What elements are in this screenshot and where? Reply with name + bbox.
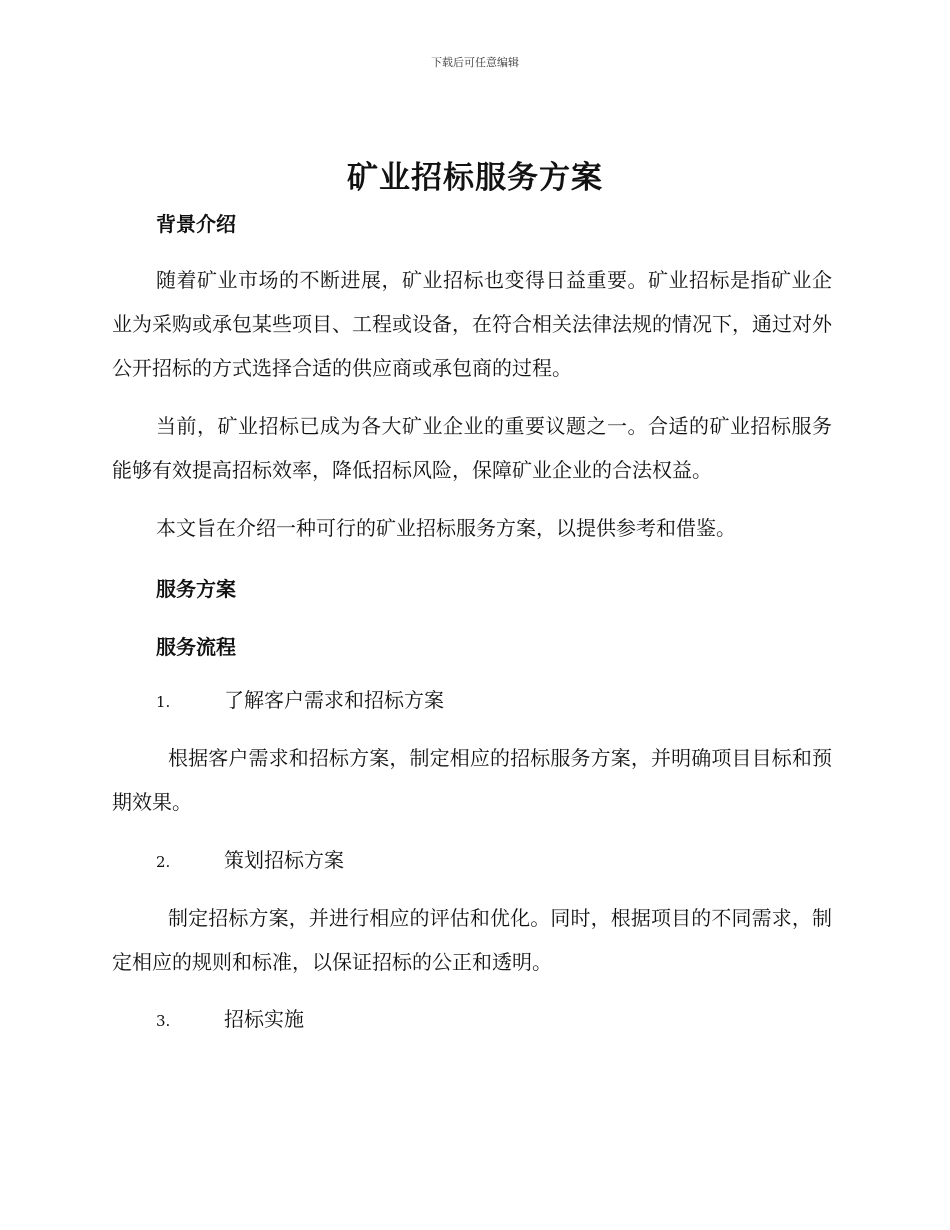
paragraph-step-1: 根据客户需求和招标方案，制定相应的招标服务方案，并明确项目目标和预期效果。 — [112, 746, 832, 814]
document-title: 矿业招标服务方案 — [347, 160, 603, 196]
list-item-title: 招标实施 — [224, 1007, 304, 1031]
list-item-title: 策划招标方案 — [224, 848, 344, 872]
paragraph-step-2: 制定招标方案，并进行相应的评估和优化。同时，根据项目的不同需求，制定相应的规则和标准，以保证招标的公正和透明。 — [112, 906, 832, 974]
list-number: 3. — [156, 1012, 171, 1030]
list-item — [156, 686, 444, 716]
paragraph-background-1: 随着矿业市场的不断进展，矿业招标也变得日益重要。矿业招标是指矿业企业为采购或承包某些项目、工程或设备，在符合相关法律法规的情况下，通过对外公开招标的方式选择合适的供应商或承包商的过程。 — [112, 268, 832, 380]
section-heading-service: 服务方案 — [156, 577, 236, 601]
list-item — [156, 846, 344, 876]
header-note: 下载后可任意编辑 — [431, 56, 519, 69]
paragraph-background-3: 本文旨在介绍一种可行的矿业招标服务方案，以提供参考和借鉴。 — [156, 516, 736, 540]
section-heading-process: 服务流程 — [156, 635, 236, 659]
list-item — [156, 1005, 304, 1035]
list-item-title: 了解客户需求和招标方案 — [224, 688, 444, 712]
section-heading-background: 背景介绍 — [156, 212, 236, 236]
list-number: 1. — [156, 693, 171, 711]
paragraph-background-2: 当前，矿业招标已成为各大矿业企业的重要议题之一。合适的矿业招标服务能够有效提高招标效率，降低招标风险，保障矿业企业的合法权益。 — [112, 414, 832, 482]
list-number: 2. — [156, 853, 171, 871]
